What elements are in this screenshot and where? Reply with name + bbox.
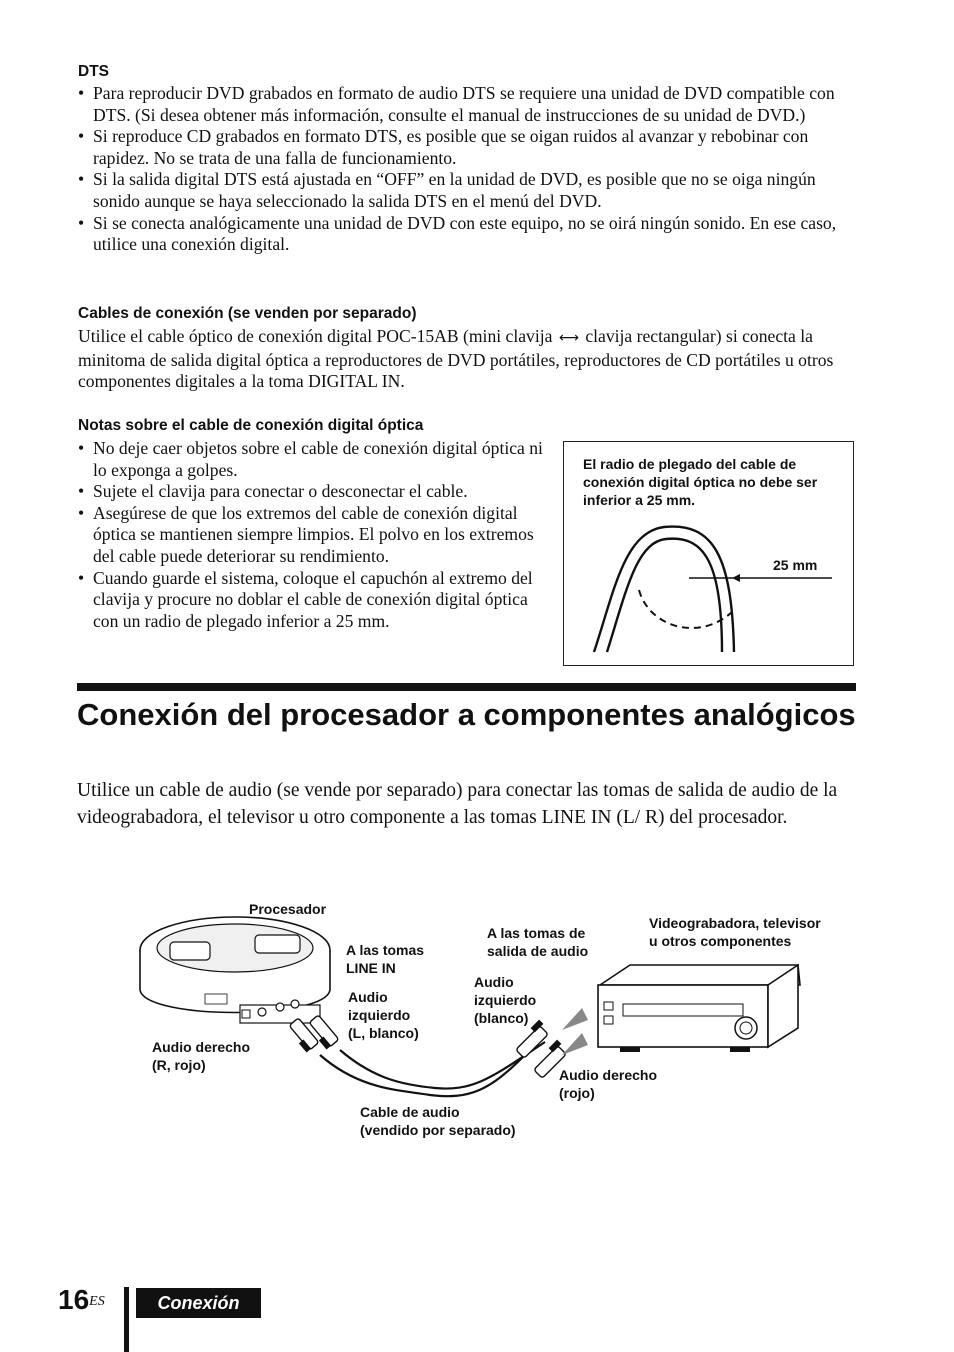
list-item: • Para reproducir DVD grabados en formato de audio DTS se requiere una unidad de DVD compatible con DTS. (Si desea obtener más información, consulte el manual de instrucciones de su unidad de DVD.) bbox=[77, 83, 857, 126]
double-arrow-icon: ⟷ bbox=[558, 330, 579, 346]
cables-paragraph bbox=[78, 326, 858, 393]
dts-bullet-list bbox=[77, 83, 857, 256]
label-procesador: Procesador bbox=[249, 901, 327, 917]
bend-cable-illustration bbox=[564, 442, 855, 667]
list-item: • Si la salida digital DTS está ajustada en “OFF” en la unidad de DVD, es posible que no se oiga ningún sonido aunque se haya seleccionado la salida DTS en el menú del DVD. bbox=[77, 169, 857, 212]
label-audio-derecho-r: Audio derecho (R, rojo) bbox=[152, 1039, 251, 1073]
section-rule bbox=[77, 683, 856, 691]
dts-heading: DTS bbox=[78, 63, 109, 80]
label-audio-derecho-rojo: Audio derecho (rojo) bbox=[559, 1067, 658, 1101]
cables-text-before: Utilice el cable óptico de conexión digital POC-15AB (mini clavija bbox=[78, 326, 553, 346]
footer-vertical-rule bbox=[124, 1287, 129, 1352]
bend-radius-caption: El radio de plegado del cable de conexión digital óptica no debe ser inferior a 25 mm. bbox=[583, 456, 818, 508]
section-tab: Conexión bbox=[136, 1288, 261, 1318]
connection-diagram bbox=[130, 890, 850, 1150]
label-audio-izquierdo-blanco: Audio izquierdo (blanco) bbox=[474, 974, 537, 1026]
notes-bullet-list bbox=[77, 438, 549, 632]
label-line-in: A las tomas LINE IN bbox=[346, 942, 425, 976]
page-number-value: 16 bbox=[58, 1284, 90, 1315]
label-salida-audio: A las tomas de salida de audio bbox=[487, 925, 589, 959]
label-videograbadora: Videograbadora, televisor u otros componentes bbox=[649, 915, 821, 949]
list-item: • Sujete el clavija para conectar o desconectar el cable. bbox=[77, 481, 549, 503]
cables-text-after: clavija rectangular) si conecta la minitoma de salida digital óptica a reproductores de DVD portátiles, reproductores de CD portátiles u otros componentes digitales a la toma DIGITAL IN. bbox=[78, 326, 834, 392]
section-title: Conexión del procesador a componentes analógicos bbox=[77, 697, 856, 732]
page-number-suffix: ES bbox=[89, 1294, 105, 1309]
list-item: • No deje caer objetos sobre el cable de conexión digital óptica ni lo exponga a golpes. bbox=[77, 438, 549, 481]
label-audio-izquierdo-l: Audio izquierdo (L, blanco) bbox=[348, 989, 419, 1041]
bend-radius-figure bbox=[563, 441, 854, 666]
list-item: • Si reproduce CD grabados en formato DTS, es posible que se oigan ruidos al avanzar y rebobinar con rapidez. No se trata de una falla de funcionamiento. bbox=[77, 126, 857, 169]
processor-illustration bbox=[140, 917, 330, 1023]
cables-heading: Cables de conexión (se venden por separado) bbox=[78, 305, 417, 322]
section-intro: Utilice un cable de audio (se vende por separado) para conectar las tomas de salida de audio de la videograbadora, el televisor u otro componente a las tomas LINE IN (L/ R) del procesador. bbox=[77, 780, 838, 828]
component-illustration bbox=[598, 965, 800, 1052]
page-number bbox=[58, 1284, 105, 1316]
notes-heading: Notas sobre el cable de conexión digital óptica bbox=[78, 417, 424, 434]
list-item: • Si se conecta analógicamente una unidad de DVD con este equipo, no se oirá ningún sonido. En ese caso, utilice una conexión digital. bbox=[77, 213, 857, 256]
measure-label: 25 mm bbox=[773, 557, 818, 573]
list-item: • Asegúrese de que los extremos del cable de conexión digital óptica se mantienen siempre limpios. El polvo en los extremos del cable puede deteriorar su rendimiento. bbox=[77, 503, 549, 568]
list-item: • Cuando guarde el sistema, coloque el capuchón al extremo del clavija y procure no doblar el cable de conexión digital óptica con un radio de plegado inferior a 25 mm. bbox=[77, 568, 549, 633]
label-cable-audio: Cable de audio (vendido por separado) bbox=[360, 1104, 516, 1138]
processor-plugs bbox=[289, 1015, 339, 1053]
